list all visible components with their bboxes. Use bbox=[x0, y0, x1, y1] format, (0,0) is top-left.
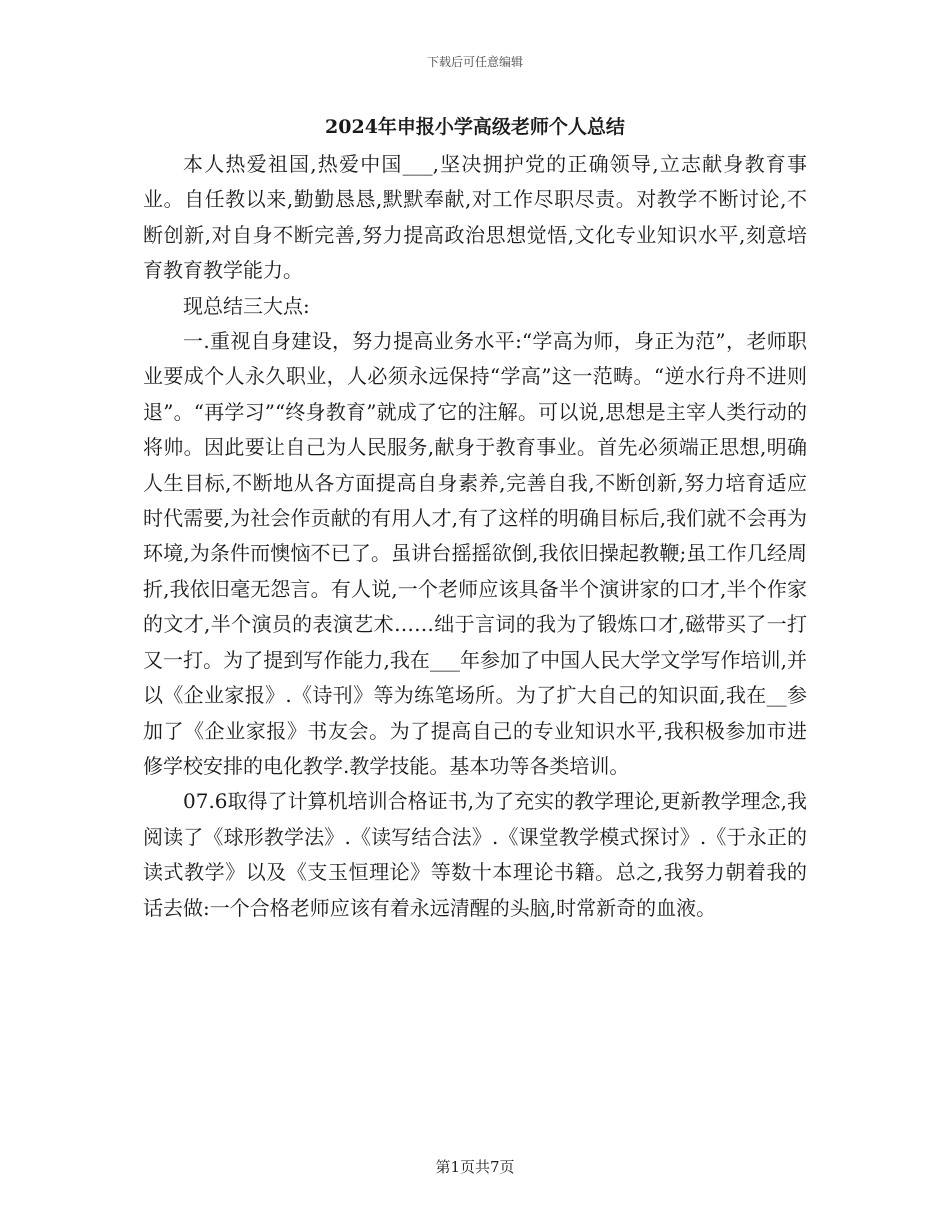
document-title: 2024年申报小学高级老师个人总结 bbox=[325, 116, 625, 138]
paragraph-summary-heading: 现总结三大点: bbox=[183, 293, 310, 318]
paragraph-intro: 本人热爱祖国,热爱中国___,坚决拥护党的正确领导,立志献身教育事业。自任教以来,勤勤恳恳,默默奉献,对工作尽职尽责。对教学不断讨论,不断创新,对自身不断完善,努力提高政治思想觉悟,文化专业知识水平,刻意培育教育教学能力。 bbox=[143, 152, 807, 283]
paragraph-training: 07.6取得了计算机培训合格证书,为了充实的教学理论,更新教学理念,我阅读了《球形教学法》.《读写结合法》.《课堂教学模式探讨》.《于永正的读式教学》以及《支玉恒理论》等数十本理论书籍。总之,我努力朝着我的话去做:一个合格老师应该有着永远清醒的头脑,时常新奇的血液。 bbox=[143, 789, 807, 920]
document-body bbox=[143, 147, 807, 926]
header-note: 下载后可任意编辑 bbox=[426, 55, 523, 69]
paragraph-point-one: 一.重视自身建设，努力提高业务水平:“学高为师，身正为范”，老师职业要成个人永久职业，人必须永远保持“学高”这一范畴。“逆水行舟不进则退”。“再学习”“终身教育”就成了它的注解。可以说,思想是主宰人类行动的将帅。因此要让自己为人民服务,献身于教育事业。首先必须端正思想,明确人生目标,不断地从各方面提高自身素养,完善自我,不断创新,努力培育适应时代需要,为社会作贡献的有用人才,有了这样的明确目标后,我们就不会再为环境,为条件而懊恼不已了。虽讲台摇摇欲倒,我依旧操起教鞭;虽工作几经周折,我依旧毫无怨言。有人说,一个老师应该具备半个演讲家的口才,半个作家的文才,半个演员的表演艺术……绌于言词的我为了锻炼口才,磁带买了一打又一打。为了提到写作能力,我在___年参加了中国人民大学文学写作培训,并以《企业家报》.《诗刊》等为练笔场所。为了扩大自己的知识面,我在__参加了《企业家报》书友会。为了提高自己的专业知识水平,我积极参加市进修学校安排的电化教学.教学技能。基本功等各类培训。 bbox=[143, 329, 807, 778]
page-footer: 第1页共7页 bbox=[435, 1158, 515, 1176]
